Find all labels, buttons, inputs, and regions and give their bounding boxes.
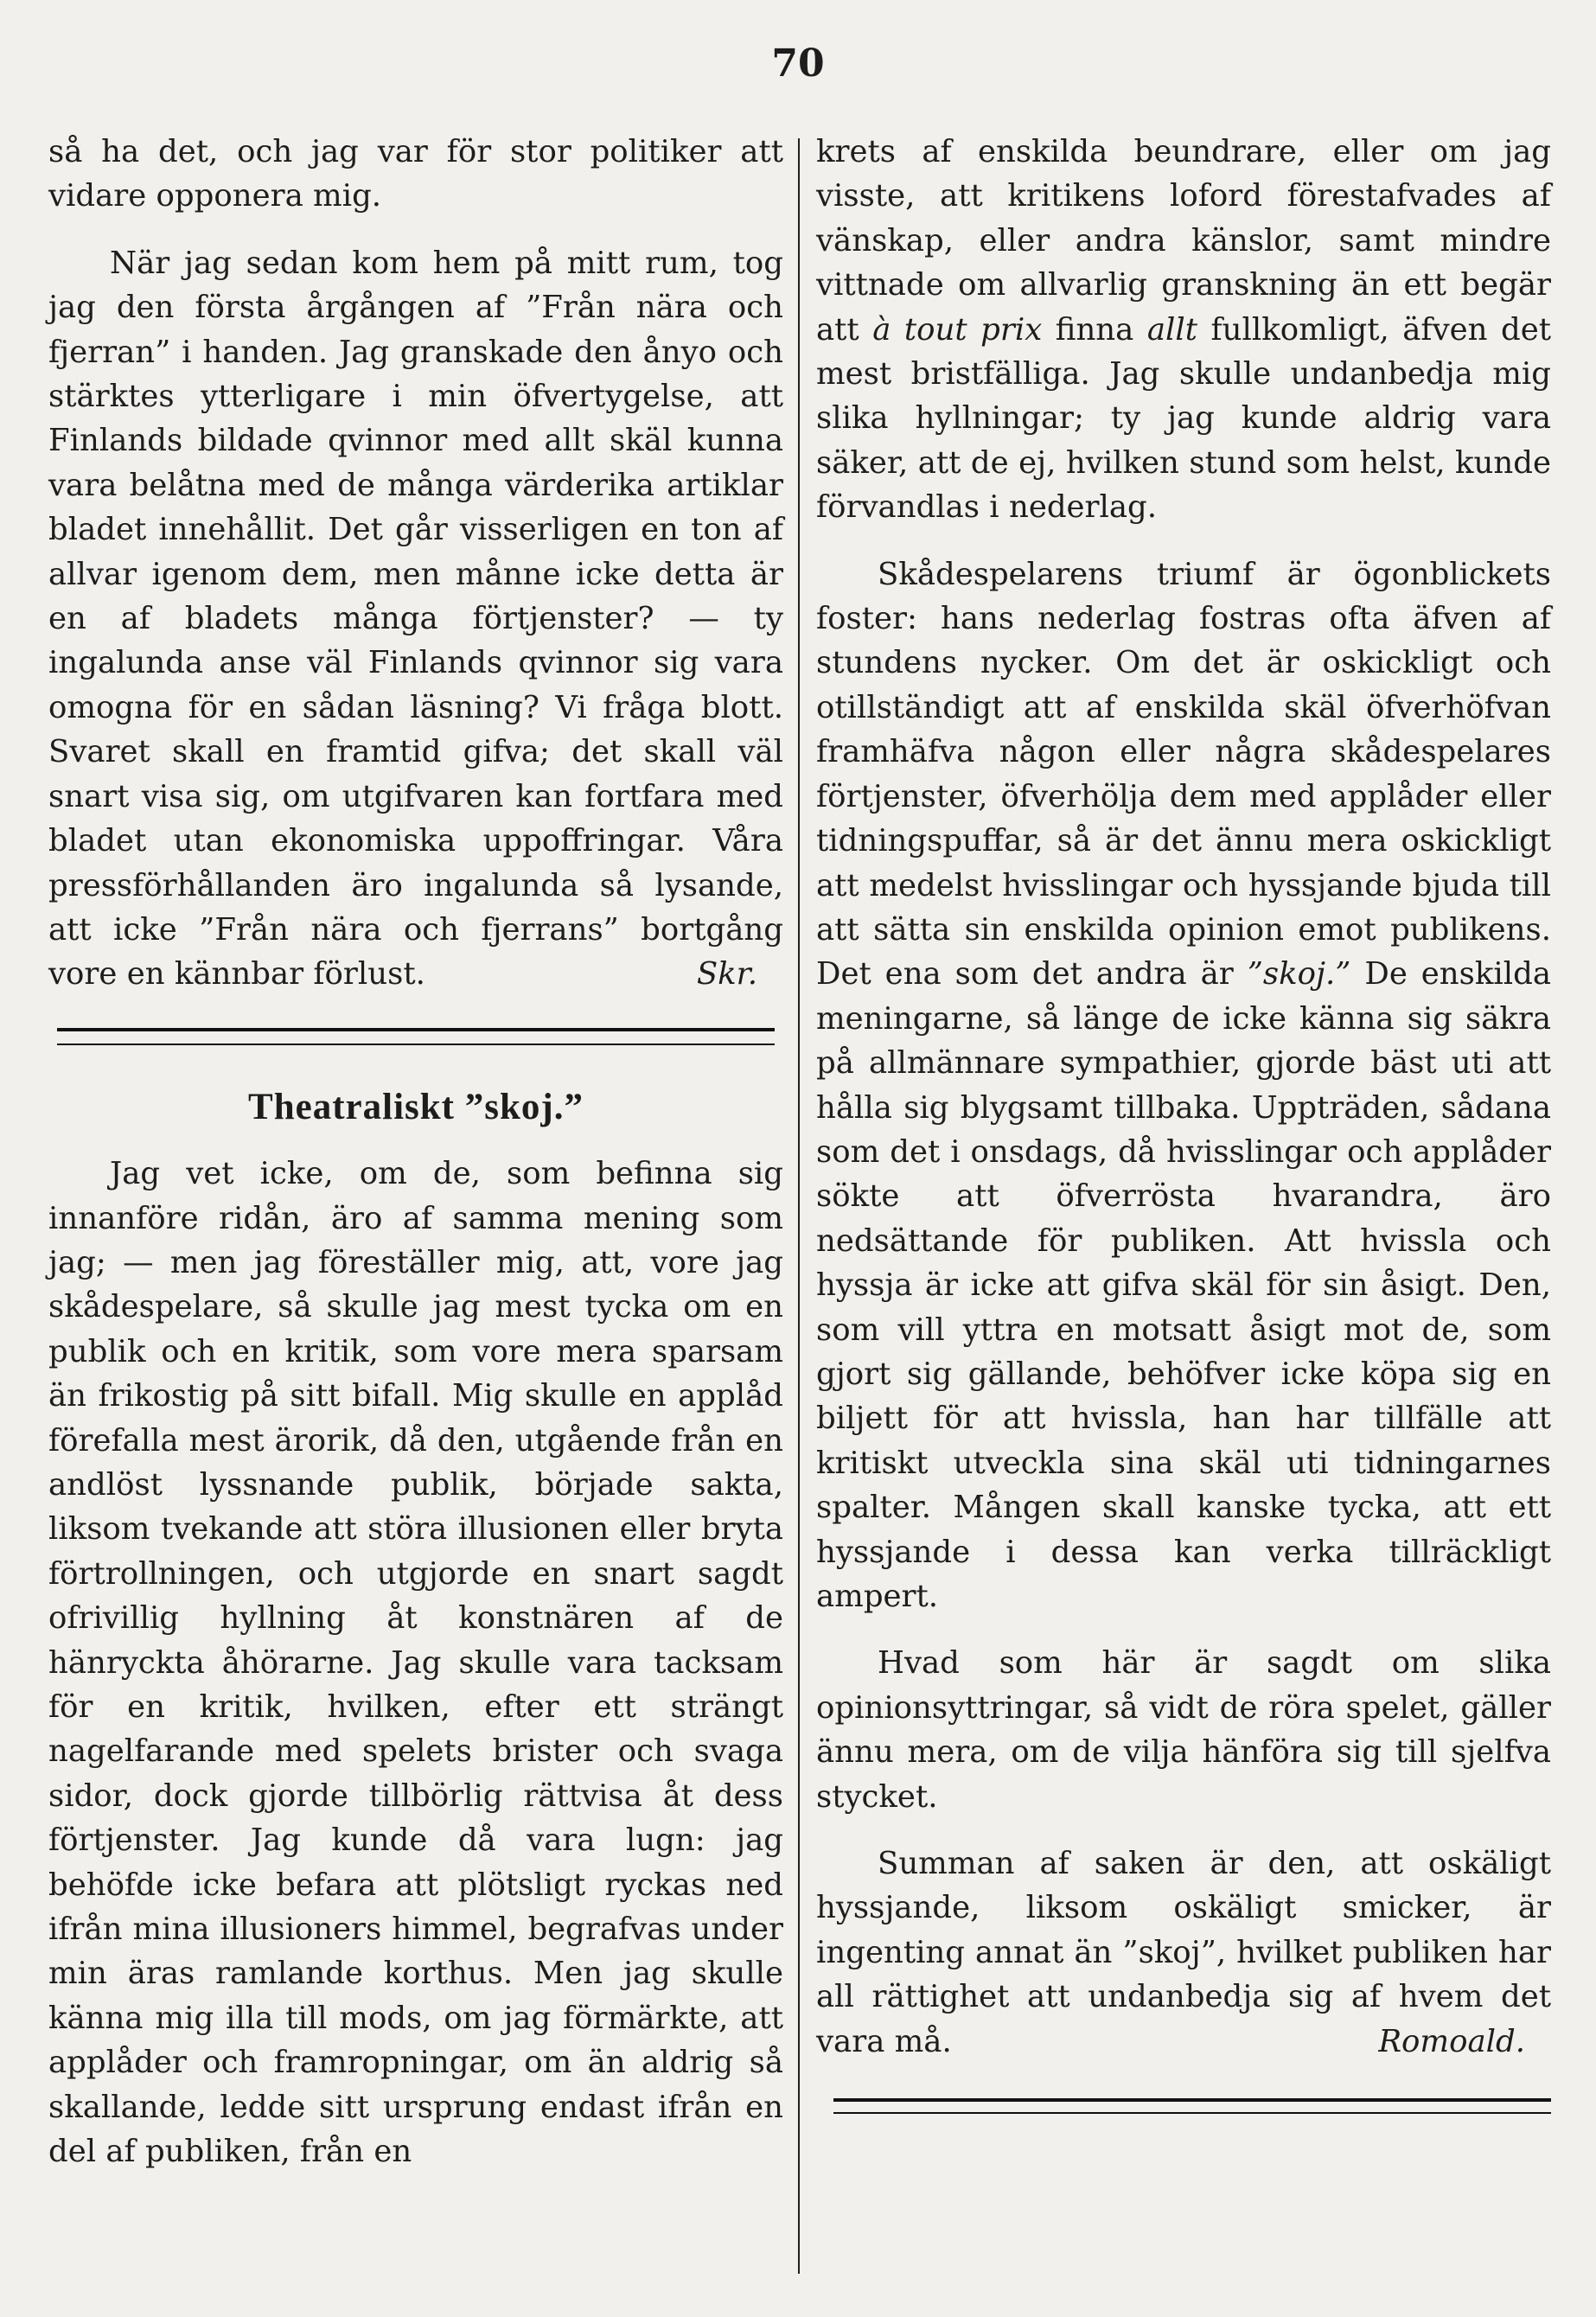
page-number: 70: [771, 41, 825, 86]
text-run: krets af enskilda beundrare, eller om jag visste, att kritikens loford förestafvades af vänskap, eller andra känslor, samt mindre vittnade om allvarlig granskning än ett begär att: [816, 134, 1551, 348]
text-run: finna: [1042, 311, 1147, 348]
end-rule: [833, 2098, 1551, 2114]
text-run: De enskilda meningarne, så länge de icke känna sig säkra på allmännare sympathier, gjorde bäst uti att hålla sig blygsamt tillbaka. Uppträden, sådana som det i onsdags, då hvisslingar och applåder sökte att öfverrösta hvarandra, äro nedsättande för publiken. Att hvissla och hyssja är icke att gifva skäl för sin åsigt. Den, som vill yttra en motsatt åsigt mot de, som gjort sig gällande, behöfver icke köpa sig en biljett för att hvissla, han har tillfälle att kritiskt utveckla sina skäl uti tidningarnes spalter. Mången skall kanske tycka, att ett hyssjande i dessa kan verka tillräckligt ampert.: [816, 956, 1551, 1614]
paragraph: [816, 130, 1551, 530]
italic-text: ”skoj.”: [1247, 956, 1351, 993]
signature: Romoald.: [1378, 2023, 1525, 2059]
paragraph: [816, 1841, 1551, 2064]
section-divider: [57, 1028, 775, 1045]
text-run: Summan af saken är den, att oskäligt hyssjande, liksom oskäligt smicker, är ingenting annat än ”skoj”, hvilket publiken har all rättighet att undanbedja sig af hvem det vara må.: [816, 1846, 1551, 2059]
paragraph-text: När jag sedan kom hem på mitt rum, tog jag den första årgången af ”Från nära och fjerran” i handen. Jag granskade den ånyo och stärktes ytterligare i min öfvertygelse, att Finlands bildade qvinnor med allt skäl kunna vara belåtna med de många värderika artiklar bladet innehållit. Det går visserligen en ton af allvar igenom dem, men månne icke detta är en af bladets många förtjenster? — ty ingalunda anse väl Finlands qvinnor sig vara omogna för en sådan läsning? Vi fråga blott. Svaret skall en framtid gifva; det skall väl snart visa sig, om utgifvaren kan fortfara med bladet utan ekonomiska uppoffringar. Våra pressförhållanden äro ingalunda så lysande, att icke ”Från nära och fjerrans” bortgång vore en kännbar förlust.: [48, 245, 783, 993]
text-run: Skådespelarens triumf är ögonblickets foster: hans nederlag fostras ofta äfven af stundens nycker. Om det är oskickligt och otillständigt att af enskilda skäl öfverhöfvan framhäfva någon eller några skådespelares förtjenster, öfverhölja dem med applåder eller tidningspuffar, så är det ännu mera oskickligt att medelst hvisslingar och hyssjande bjuda till att sätta sin enskilda opinion emot publikens. Det ena som det andra är: [816, 556, 1551, 993]
italic-text: allt: [1146, 311, 1197, 348]
article-heading: Theatraliskt ”skoj.”: [248, 1086, 584, 1127]
paragraph: Hvad som här är sagdt om slika opinionsyttringar, så vidt de röra spelet, gäller ännu mera, om de vilja hänföra sig till sjelfva stycket.: [816, 1645, 1551, 1815]
italic-text: à tout prix: [872, 311, 1043, 348]
paragraph: Jag vet icke, om de, som befinna sig innanföre ridån, äro af samma mening som jag; — men jag föreställer mig, att, vore jag skådespelare, så skulle jag mest tycka om en publik och en kritik, som vore mera sparsam än frikostig på sitt bifall. Mig skulle en applåd förefalla mest ärorik, då den, utgående från en andlöst lyssnande publik, började sakta, liksom tvekande att störa illusionen eller bryta förtrollningen, och utgjorde en snart sagdt ofrivillig hyllning åt konstnären af de hänryckta åhörarne. Jag skulle vara tacksam för en kritik, hvilken, efter ett strängt nagelfarande med spelets brister och svaga sidor, dock gjorde tillbörlig rättvisa åt dess förtjenster. Jag kunde då vara lugn: jag behöfde icke befara att plötsligt ryckas ned ifrån mina illusioners himmel, begrafvas under min äras ramlande korthus. Men jag skulle känna mig illa till mods, om jag förmärkte, att applåder och framropningar, om än aldrig så skallande, ledde sitt ursprung endast ifrån en del af publiken, från en: [48, 1156, 783, 2170]
right-column: [816, 130, 1551, 2114]
left-column: [48, 130, 783, 2173]
column-divider: [798, 138, 800, 2274]
paragraph: [48, 241, 783, 997]
text-run: fullkomligt, äfven det mest bristfälliga. Jag skulle undanbedja mig slika hyllningar; ty jag kunde aldrig vara säker, att de ej, hvilken stund som helst, kunde förvandlas i nederlag.: [816, 311, 1552, 526]
signature: Skr.: [696, 956, 757, 993]
paragraph: [816, 552, 1551, 1619]
paragraph: så ha det, och jag var för stor politiker att vidare opponera mig.: [48, 134, 783, 214]
